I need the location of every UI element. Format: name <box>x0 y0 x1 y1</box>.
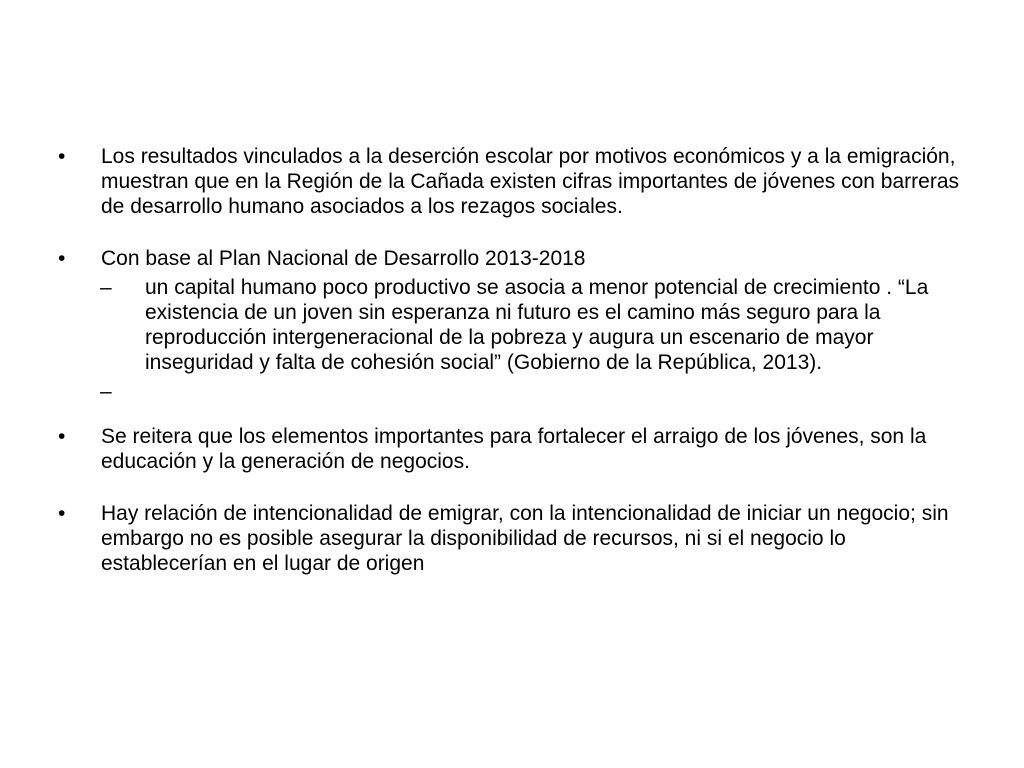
bullet-marker: • <box>58 247 66 270</box>
dash-marker: – <box>100 380 112 403</box>
bullet-item-4 <box>58 501 963 576</box>
bullet-list <box>58 144 963 603</box>
bullet-item-1 <box>58 144 963 219</box>
bullet-text: Con base al Plan Nacional de Desarrollo 2013-2018 <box>101 247 586 270</box>
sub-bullet-text <box>145 379 963 404</box>
bullet-item-3 <box>58 424 963 474</box>
bullet-text: Se reitera que los elementos importantes para fortalecer el arraigo de los jóvenes, son la educación y la generación de negocios. <box>101 425 927 473</box>
bullet-item-2 <box>58 246 963 271</box>
sub-bullet-item-2 <box>58 379 963 404</box>
bullet-text: Hay relación de intencionalidad de emigrar, con la intencionalidad de iniciar un negocio; sin embargo no es posible asegurar la disponibilidad de recursos, ni si el negocio lo establecerían en el lugar de origen <box>101 502 949 575</box>
bullet-marker: • <box>58 502 66 525</box>
bullet-marker: • <box>58 145 66 168</box>
sub-bullet-text: un capital humano poco productivo se asocia a menor potencial de crecimiento . “La existencia de un joven sin esperanza ni futuro es el camino más seguro para la reproducción intergeneracional de la pobreza y augura un escenario de mayor inseguridad y falta de cohesión social” (Gobierno de la República, 2013). <box>145 276 929 374</box>
sub-bullet-item-1 <box>58 275 963 375</box>
bullet-text: Los resultados vinculados a la deserción escolar por motivos económicos y a la emigración, muestran que en la Región de la Cañada existen cifras importantes de jóvenes con barreras de desarrollo humano asociados a los rezagos sociales. <box>101 145 959 218</box>
bullet-marker: • <box>58 425 66 448</box>
dash-marker: – <box>100 276 112 299</box>
